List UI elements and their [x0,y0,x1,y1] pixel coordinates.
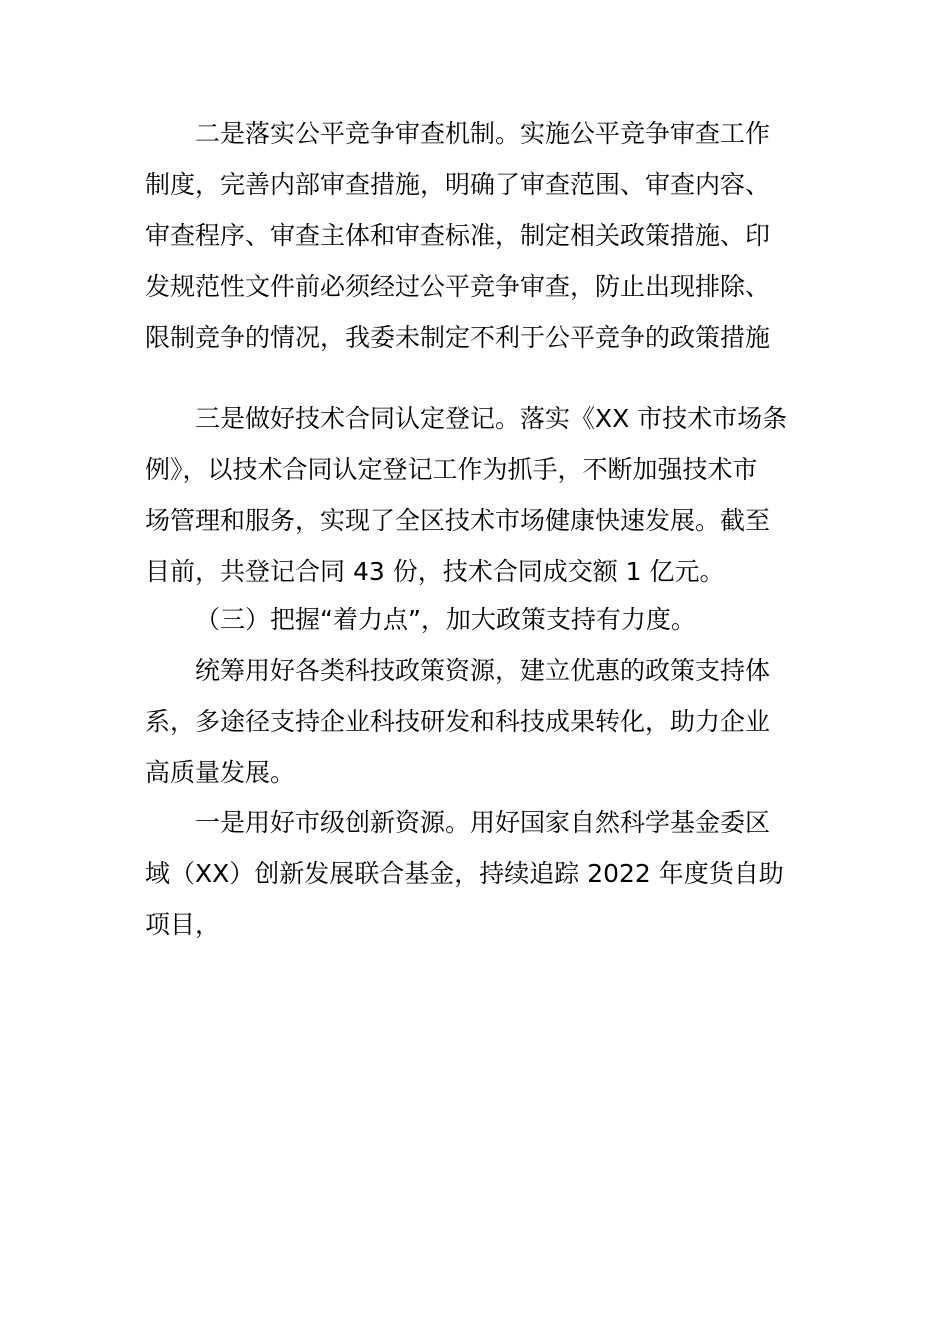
paragraph-line: 项目， [145,910,221,939]
section-heading: （三）把握“着力点”，加大政策支持有力度。 [195,605,696,634]
paragraph-line: 三是做好技术合同认定登记。落实《XX 市技术市场条 [195,404,788,433]
paragraph-line: 制度，完善内部审查措施，明确了审查范围、审查内容、 [145,170,771,199]
paragraph-line: 限制竞争的情况，我委未制定不利于公平竞争的政策措施 [145,323,771,352]
paragraph-line: 目前，共登记合同 43 份，技术合同成交额 1 亿元。 [145,557,725,586]
paragraph-line: 二是落实公平竞争审查机制。实施公平竞争审查工作 [195,119,771,148]
paragraph-line: 统筹用好各类科技政策资源，建立优惠的政策支持体 [195,656,771,685]
paragraph-line: 高质量发展。 [145,758,296,787]
paragraph-line: 一是用好市级创新资源。用好国家自然科学基金委区 [195,808,771,837]
paragraph-line: 发规范性文件前必须经过公平竞争审查，防止出现排除、 [145,272,771,301]
paragraph-line: 场管理和服务，实现了全区技术市场健康快速发展。截至 [145,506,771,535]
paragraph-line: 审查程序、审查主体和审查标准，制定相关政策措施、印 [145,221,771,250]
paragraph-line: 域（XX）创新发展联合基金，持续追踪 2022 年度货自助 [145,859,784,888]
paragraph-line: 例》，以技术合同认定登记工作为抓手，不断加强技术市 [145,455,758,484]
paragraph-line: 系，多途径支持企业科技研发和科技成果转化，助力企业 [145,707,771,736]
